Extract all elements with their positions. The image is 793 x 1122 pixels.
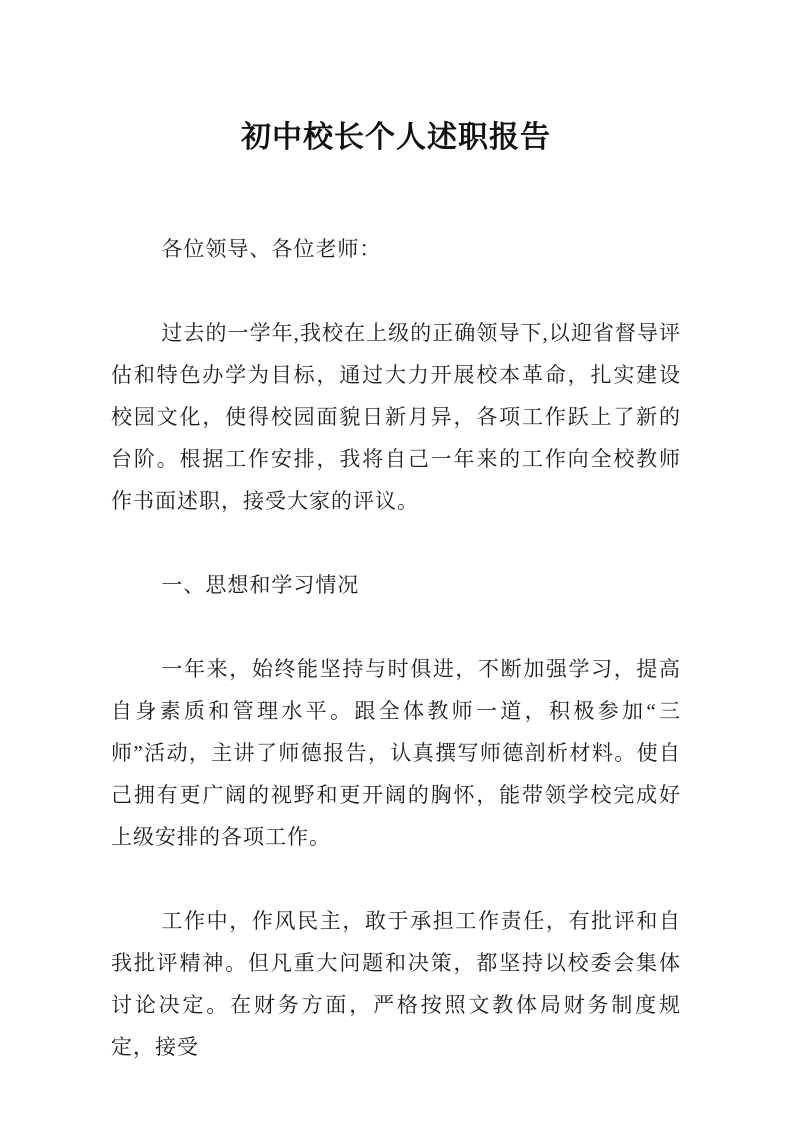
paragraph-study: 一年来，始终能坚持与时俱进，不断加强学习，提高自身素质和管理水平。跟全体教师一道，积极参加“三师”活动，主讲了师德报告，认真撰写师德剖析材料。使自己拥有更广阔的视野和更开阔的胸怀，能带领学校完成好上级安排的各项工作。 bbox=[111, 657, 681, 849]
section-heading-1: 一、思想和学习情况 bbox=[161, 573, 360, 597]
paragraph-work: 工作中，作风民主，敢于承担工作责任，有批评和自我批评精神。但凡重大问题和决策，都坚持以校委会集体讨论决定。在财务方面，严格按照文教体局财务制度规定，接受 bbox=[111, 909, 681, 1059]
paragraph-intro: 过去的一学年,我校在上级的正确领导下,以迎省督导评估和特色办学为目标，通过大力开展校本革命，扎实建设校园文化，使得校园面貌日新月异，各项工作跃上了新的台阶。根据工作安排，我将自己一年来的工作向全校教师作书面述职，接受大家的评议。 bbox=[111, 321, 681, 513]
document-content bbox=[111, 0, 681, 1110]
document-title: 初中校长个人述职报告 bbox=[241, 121, 551, 154]
salutation-line: 各位领导、各位老师： bbox=[161, 237, 382, 261]
